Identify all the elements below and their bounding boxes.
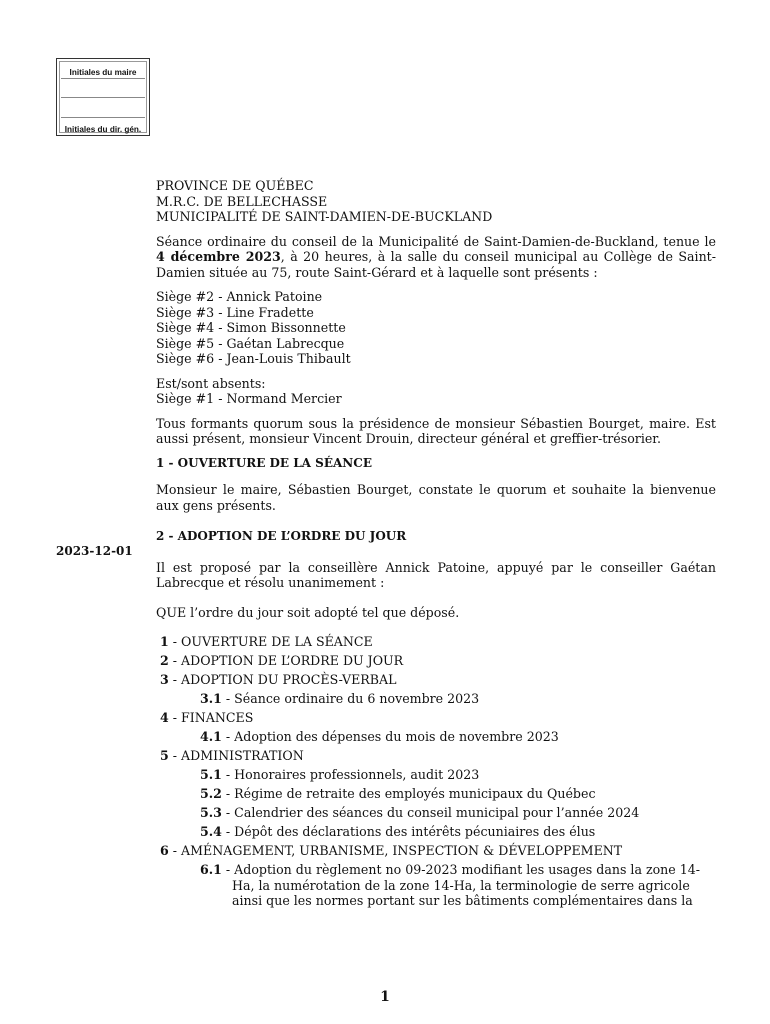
- meeting-date: 4 décembre 2023: [156, 249, 281, 264]
- agenda-subitem: [156, 765, 716, 784]
- absent-label: Est/sont absents:: [156, 375, 266, 391]
- page-number: 1: [380, 989, 390, 1005]
- agenda-subitem: [156, 727, 716, 746]
- agenda-number: 2: [160, 653, 169, 668]
- agenda-subitem: [156, 689, 716, 708]
- present-member: Siège #6 - Jean-Louis Thibault: [156, 351, 351, 366]
- agenda-item: [156, 746, 716, 765]
- agenda-number: 3.1: [200, 691, 222, 706]
- agenda-number: 5.1: [200, 767, 222, 782]
- mrc-line: M.R.C. DE BELLECHASSE: [156, 193, 328, 209]
- section-1-text: Monsieur le maire, Sébastien Bourget, constate le quorum et souhaite la bienvenue aux gens présents.: [156, 482, 716, 513]
- agenda-text: - FINANCES: [168, 710, 254, 725]
- agenda-subitem: [156, 803, 716, 822]
- present-member: Siège #3 - Line Fradette: [156, 304, 314, 320]
- agenda-subitem: [156, 822, 716, 841]
- municipality-line: MUNICIPALITÉ DE SAINT-DAMIEN-DE-BUCKLAND: [156, 209, 493, 224]
- resolution-number: 2023-12-01: [56, 544, 133, 558]
- agenda-item: [156, 632, 716, 651]
- agenda-text: - Adoption des dépenses du mois de novembre 2023: [221, 729, 559, 744]
- municipality-header: [156, 178, 716, 225]
- agenda-number: 4.1: [200, 729, 222, 744]
- initials-box: [56, 58, 150, 136]
- agenda-item: [156, 841, 716, 860]
- agenda-number: 5.4: [200, 824, 222, 839]
- present-member: Siège #2 - Annick Patoine: [156, 289, 323, 304]
- agenda-number: 5.3: [200, 805, 222, 820]
- agenda-number: 1: [160, 634, 169, 649]
- agenda-text: - ADOPTION DE L’ORDRE DU JOUR: [168, 653, 404, 668]
- agenda-number: 5.2: [200, 786, 222, 801]
- agenda-text: - ADMINISTRATION: [168, 748, 304, 763]
- province-line: PROVINCE DE QUÉBEC: [156, 178, 314, 193]
- minutes-body: [156, 178, 716, 909]
- section-1-heading: 1 - OUVERTURE DE LA SÉANCE: [156, 455, 372, 470]
- initials-line: [61, 117, 145, 118]
- absent-member: Siège #1 - Normand Mercier: [156, 391, 342, 406]
- agenda-text: - Honoraires professionnels, audit 2023: [221, 767, 480, 782]
- agenda-text: - Dépôt des déclarations des intérêts pécuniaires des élus: [221, 824, 596, 839]
- agenda-number: 6.1: [200, 862, 222, 877]
- meeting-intro: [156, 234, 716, 281]
- agenda-item: [156, 670, 716, 689]
- quorum-paragraph: Tous formants quorum sous la présidence de monsieur Sébastien Bourget, maire. Est aussi présent, monsieur Vincent Drouin, directeur général et greffier-trésorier.: [156, 415, 716, 446]
- agenda-text: - Adoption du règlement no 09-2023 modifiant les usages dans la zone 14-Ha, la numérotation de la zone 14-Ha, la terminologie de serre agricole ainsi que les normes portant sur les bâtiments complémentaires dans la: [221, 862, 701, 908]
- agenda-list: [156, 632, 716, 909]
- agenda-text: - OUVERTURE DE LA SÉANCE: [168, 634, 373, 649]
- initials-line: [61, 97, 145, 98]
- agenda-text: - Régime de retraite des employés municipaux du Québec: [221, 786, 596, 801]
- proposal-text: Il est proposé par la conseillère Annick Patoine, appuyé par le conseiller Gaétan Labrecque et résolu unanimement :: [156, 559, 716, 590]
- agenda-item: [156, 651, 716, 670]
- agenda-text: - AMÉNAGEMENT, URBANISME, INSPECTION & DÉVELOPPEMENT: [168, 843, 623, 858]
- intro-text-start: Séance ordinaire du conseil de la Municipalité de Saint-Damien-de-Buckland, tenue le: [156, 233, 716, 249]
- agenda-number: 4: [160, 710, 169, 725]
- present-list: [156, 289, 716, 367]
- agenda-text: - ADOPTION DU PROCÈS-VERBAL: [168, 672, 397, 687]
- agenda-text: - Calendrier des séances du conseil municipal pour l’année 2024: [221, 805, 640, 820]
- mayor-initials-label: Initiales du maire: [69, 68, 137, 77]
- agenda-subitem: [156, 784, 716, 803]
- present-member: Siège #4 - Simon Bissonnette: [156, 320, 346, 335]
- director-initials-label: Initiales du dir. gén.: [64, 125, 142, 134]
- absent-list: [156, 376, 716, 407]
- present-member: Siège #5 - Gaétan Labrecque: [156, 335, 345, 351]
- section-2-heading: 2 - ADOPTION DE L’ORDRE DU JOUR: [156, 529, 407, 543]
- initials-line: [61, 78, 145, 79]
- agenda-number: 3: [160, 672, 169, 687]
- agenda-subitem: [156, 860, 716, 909]
- decision-text: QUE l’ordre du jour soit adopté tel que déposé.: [156, 604, 460, 620]
- agenda-text: - Séance ordinaire du 6 novembre 2023: [221, 691, 480, 706]
- agenda-wrapped-text: [200, 862, 716, 909]
- agenda-item: [156, 708, 716, 727]
- agenda-number: 6: [160, 843, 169, 858]
- intro-text-end: , à 20 heures, à la salle du conseil municipal au Collège de Saint-Damien située au 75, route Saint-Gérard et à laquelle sont présents :: [156, 249, 716, 280]
- agenda-number: 5: [160, 748, 169, 763]
